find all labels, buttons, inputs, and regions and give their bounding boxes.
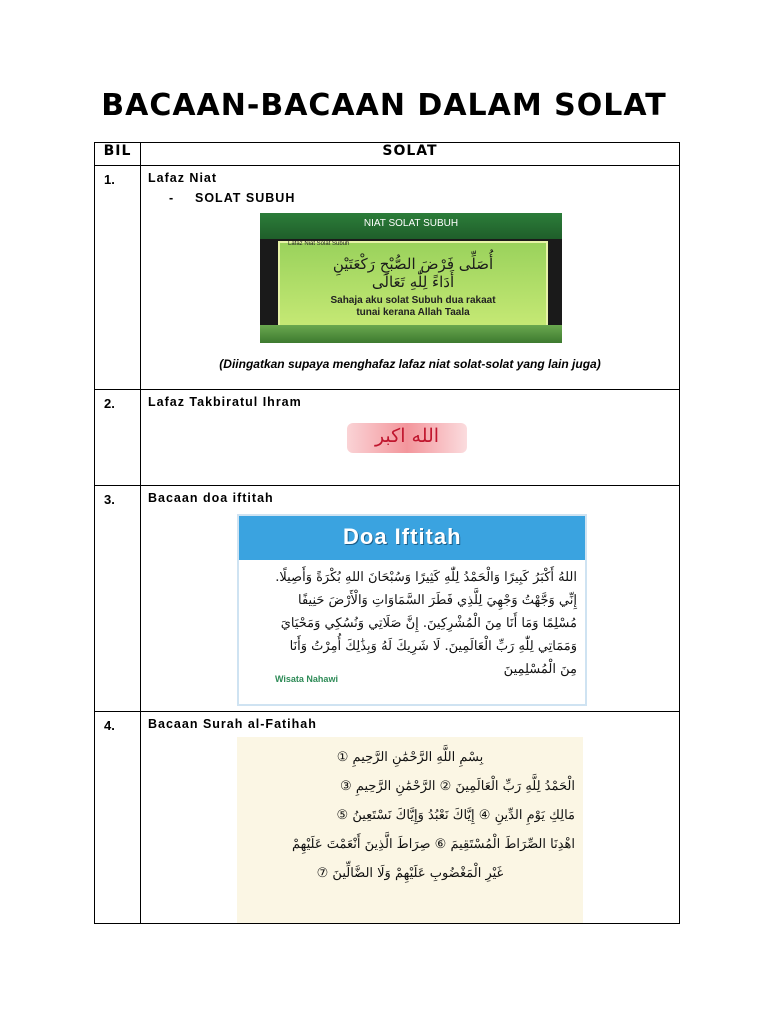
iftitah-line: مُسْلِمًا وَمَا أَنَا مِنَ الْمُشْرِكِينَ. إِنَّ صَلَاتِي وَنُسُكِي وَمَحْيَايَ	[280, 616, 577, 631]
iftitah-line: مِنَ الْمُسْلِمِينَ	[503, 662, 577, 677]
row-heading: Bacaan Surah al-Fatihah	[148, 717, 317, 731]
table-row	[95, 712, 680, 924]
iftitah-line: وَمَمَاتِي لِلّٰهِ رَبِّ الْعَالَمِينَ. لَا شَرِيكَ لَهُ وَبِذَٰلِكَ أُمِرْتُ وَأَنَا	[289, 639, 577, 654]
row-content	[141, 390, 680, 486]
niat-subuh-image	[260, 213, 562, 343]
fatihah-line: الْحَمْدُ لِلَّهِ رَبِّ الْعَالَمِينَ ② الرَّحْمَٰنِ الرَّحِيمِ ③	[340, 779, 575, 794]
table-row	[95, 390, 680, 486]
takbir-image	[347, 423, 467, 453]
header-solat: SOLAT	[141, 143, 680, 166]
fatihah-line: غَيْرِ الْمَغْضُوبِ عَلَيْهِمْ وَلَا الضَّالِّينَ ⑦	[316, 866, 504, 881]
table-row	[95, 166, 680, 390]
row-content	[141, 486, 680, 712]
niat-arabic-line-1: أُصَلِّى فَرْضَ الصُّبْحِ رَكْعَتَيْنِ	[332, 255, 494, 273]
iftitah-line: إِنِّي وَجَّهْتُ وَجْهِيَ لِلَّذِي فَطَرَ السَّمَاوَاتِ وَالْأَرْضَ حَنِيفًا	[297, 593, 577, 608]
row-content	[141, 166, 680, 390]
iftitah-banner-title: Doa Iftitah	[343, 524, 462, 549]
niat-malay-line-2: tunai kerana Allah Taala	[356, 307, 470, 318]
niat-image-ground	[260, 325, 562, 343]
fatihah-line: اهْدِنَا الصِّرَاطَ الْمُسْتَقِيمَ ⑥ صِرَاطَ الَّذِينَ أَنْعَمْتَ عَلَيْهِمْ	[291, 837, 575, 852]
row-number: 2.	[95, 390, 141, 486]
row-heading: Lafaz Takbiratul Ihram	[148, 395, 302, 409]
row-number: 1.	[95, 166, 141, 390]
iftitah-banner	[239, 516, 585, 560]
takbir-arabic: الله اكبر	[374, 425, 440, 447]
dash: -	[169, 191, 175, 205]
page-title: BACAAN-BACAAN DALAM SOLAT	[101, 88, 667, 123]
row-number: 3.	[95, 486, 141, 712]
solat-table	[94, 142, 680, 924]
niat-arabic-line-2: أَدَاءً لِلّٰهِ تَعَالَى	[371, 273, 455, 291]
wisata-nahawi-logo: Wisata Nahawi	[275, 674, 338, 684]
table-header-row	[95, 143, 680, 166]
subheading-text: SOLAT SUBUH	[195, 191, 296, 205]
niat-malay-line-1: Sahaja aku solat Subuh dua rakaat	[330, 295, 496, 306]
row-heading: Bacaan doa iftitah	[148, 491, 274, 505]
niat-image-header: NIAT SOLAT SUBUH	[260, 213, 562, 239]
surah-fatihah-image	[237, 737, 583, 923]
fatihah-line: بِسْمِ اللَّهِ الرَّحْمَٰنِ الرَّحِيمِ ①	[336, 750, 484, 765]
table-row	[95, 486, 680, 712]
row-number: 4.	[95, 712, 141, 924]
row-content	[141, 712, 680, 924]
row-note: (Diingatkan supaya menghafaz lafaz niat solat-solat yang lain juga)	[219, 357, 601, 371]
niat-image-panel	[278, 241, 548, 333]
row-subheading	[141, 185, 679, 205]
row-heading: Lafaz Niat	[148, 171, 218, 185]
header-bil: BIL	[95, 143, 141, 166]
fatihah-line: مَالِكِ يَوْمِ الدِّينِ ④ إِيَّاكَ نَعْبُدُ وَإِيَّاكَ نَسْتَعِينُ ⑤	[336, 808, 575, 823]
iftitah-line: اللهُ أَكْبَرُ كَبِيرًا وَالْحَمْدُ لِلّٰهِ كَثِيرًا وَسُبْحَانَ اللهِ بُكْرَةً وَأَصِيلًا.	[275, 570, 577, 585]
fatihah-text	[237, 737, 583, 888]
doa-iftitah-image	[237, 514, 587, 706]
iftitah-text	[239, 560, 585, 681]
niat-image-tag: Lafaz Niat Solat Subuh	[288, 241, 350, 247]
